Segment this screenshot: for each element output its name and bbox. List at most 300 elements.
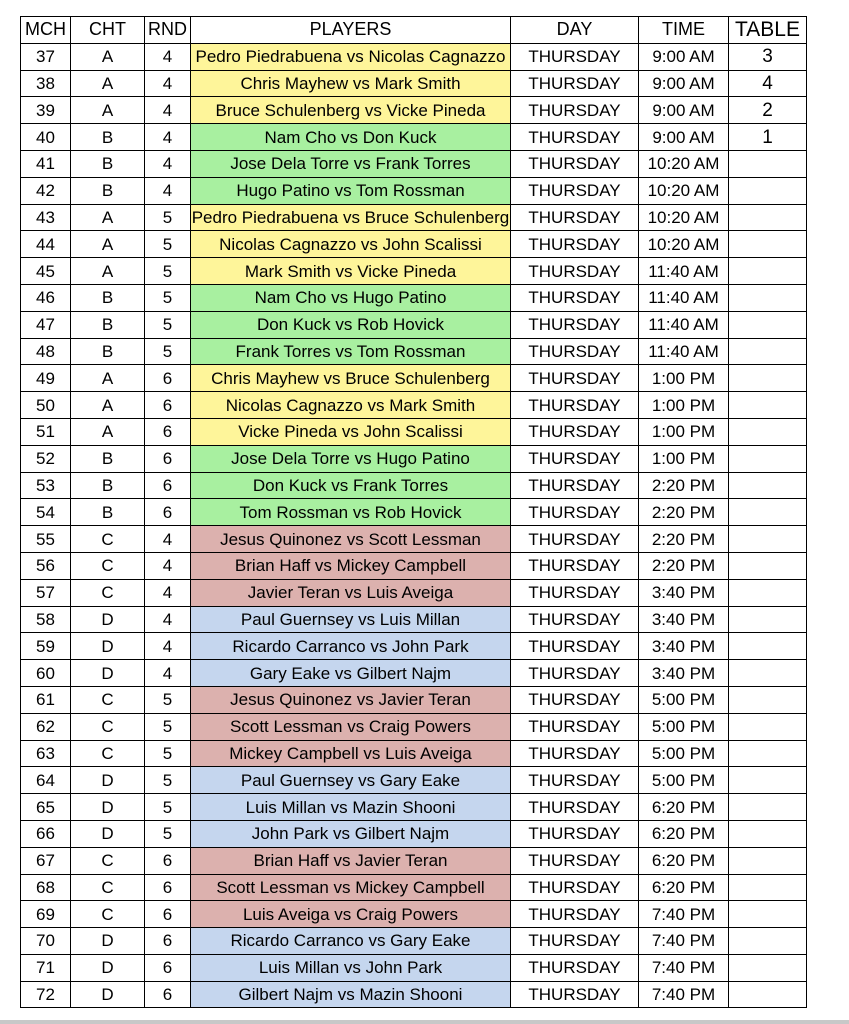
cell-players <box>191 231 511 258</box>
cell-cht: D <box>71 606 145 633</box>
cell-time: 2:20 PM <box>639 499 729 526</box>
cell-day: THURSDAY <box>511 767 639 794</box>
cell-table <box>729 713 807 740</box>
cell-mch: 44 <box>21 231 71 258</box>
cell-day: THURSDAY <box>511 177 639 204</box>
cell-mch: 41 <box>21 150 71 177</box>
cell-cht: D <box>71 794 145 821</box>
cell-table <box>729 954 807 981</box>
cell-mch: 57 <box>21 579 71 606</box>
cell-table <box>729 445 807 472</box>
cell-rnd: 6 <box>145 847 191 874</box>
cell-day: THURSDAY <box>511 794 639 821</box>
cell-rnd: 6 <box>145 901 191 928</box>
cell-mch: 63 <box>21 740 71 767</box>
table-row <box>21 954 807 981</box>
cell-mch: 37 <box>21 43 71 70</box>
cell-cht: A <box>71 43 145 70</box>
cell-players <box>191 740 511 767</box>
cell-cht: D <box>71 767 145 794</box>
cell-mch: 59 <box>21 633 71 660</box>
cell-cht: B <box>71 338 145 365</box>
table-row <box>21 767 807 794</box>
cell-table: 1 <box>729 124 807 151</box>
cell-rnd: 5 <box>145 794 191 821</box>
cell-table: 2 <box>729 97 807 124</box>
table-row <box>21 472 807 499</box>
cell-mch: 40 <box>21 124 71 151</box>
players-text: Nicolas Cagnazzo vs John Scalissi <box>219 234 482 254</box>
table-row <box>21 499 807 526</box>
table-row <box>21 204 807 231</box>
cell-mch: 72 <box>21 981 71 1008</box>
cell-day: THURSDAY <box>511 606 639 633</box>
cell-cht: C <box>71 901 145 928</box>
cell-rnd: 5 <box>145 311 191 338</box>
cell-mch: 70 <box>21 928 71 955</box>
table-row <box>21 445 807 472</box>
cell-table <box>729 981 807 1008</box>
cell-players <box>191 686 511 713</box>
cell-cht: B <box>71 177 145 204</box>
cell-time: 2:20 PM <box>639 552 729 579</box>
table-row <box>21 231 807 258</box>
cell-time: 6:20 PM <box>639 820 729 847</box>
cell-day: THURSDAY <box>511 740 639 767</box>
cell-cht: A <box>71 392 145 419</box>
cell-day: THURSDAY <box>511 472 639 499</box>
cell-table <box>729 633 807 660</box>
players-text: Scott Lessman vs Mickey Campbell <box>216 877 485 897</box>
cell-mch: 48 <box>21 338 71 365</box>
cell-mch: 46 <box>21 284 71 311</box>
cell-table <box>729 526 807 553</box>
cell-rnd: 6 <box>145 445 191 472</box>
players-text: Ricardo Carranco vs John Park <box>232 636 469 656</box>
cell-cht: A <box>71 70 145 97</box>
cell-rnd: 6 <box>145 418 191 445</box>
cell-table <box>729 794 807 821</box>
cell-players <box>191 552 511 579</box>
cell-players <box>191 874 511 901</box>
players-text: Paul Guernsey vs Luis Millan <box>240 609 461 629</box>
cell-day: THURSDAY <box>511 847 639 874</box>
cell-cht: B <box>71 445 145 472</box>
cell-mch: 38 <box>21 70 71 97</box>
table-row <box>21 874 807 901</box>
table-row <box>21 606 807 633</box>
cell-players <box>191 794 511 821</box>
table-row <box>21 552 807 579</box>
table-row <box>21 579 807 606</box>
players-text: Don Kuck vs Rob Hovick <box>256 315 445 335</box>
cell-mch: 51 <box>21 418 71 445</box>
cell-day: THURSDAY <box>511 150 639 177</box>
header-day: DAY <box>511 17 639 44</box>
cell-rnd: 5 <box>145 820 191 847</box>
cell-players <box>191 901 511 928</box>
cell-time: 9:00 AM <box>639 124 729 151</box>
cell-rnd: 6 <box>145 954 191 981</box>
cell-mch: 67 <box>21 847 71 874</box>
cell-table <box>729 579 807 606</box>
cell-time: 7:40 PM <box>639 981 729 1008</box>
table-row <box>21 392 807 419</box>
cell-day: THURSDAY <box>511 874 639 901</box>
cell-players <box>191 177 511 204</box>
table-row <box>21 901 807 928</box>
cell-table <box>729 901 807 928</box>
cell-mch: 53 <box>21 472 71 499</box>
cell-time: 5:00 PM <box>639 686 729 713</box>
players-text: Luis Millan vs John Park <box>258 958 443 978</box>
cell-mch: 42 <box>21 177 71 204</box>
cell-time: 5:00 PM <box>639 767 729 794</box>
cell-rnd: 5 <box>145 258 191 285</box>
cell-cht: B <box>71 150 145 177</box>
cell-time: 1:00 PM <box>639 392 729 419</box>
cell-rnd: 5 <box>145 284 191 311</box>
cell-mch: 65 <box>21 794 71 821</box>
cell-time: 1:00 PM <box>639 365 729 392</box>
cell-day: THURSDAY <box>511 445 639 472</box>
cell-rnd: 5 <box>145 713 191 740</box>
cell-table <box>729 177 807 204</box>
cell-rnd: 4 <box>145 660 191 687</box>
header-players: PLAYERS <box>191 17 511 44</box>
cell-time: 10:20 AM <box>639 177 729 204</box>
match-schedule-table <box>20 16 807 1008</box>
cell-day: THURSDAY <box>511 552 639 579</box>
cell-rnd: 4 <box>145 70 191 97</box>
table-row <box>21 97 807 124</box>
cell-rnd: 6 <box>145 874 191 901</box>
cell-day: THURSDAY <box>511 820 639 847</box>
header-cht: CHT <box>71 17 145 44</box>
table-row <box>21 338 807 365</box>
table-row <box>21 70 807 97</box>
cell-mch: 54 <box>21 499 71 526</box>
cell-mch: 62 <box>21 713 71 740</box>
cell-table <box>729 365 807 392</box>
cell-day: THURSDAY <box>511 97 639 124</box>
cell-cht: A <box>71 365 145 392</box>
cell-players <box>191 928 511 955</box>
cell-rnd: 6 <box>145 981 191 1008</box>
cell-time: 5:00 PM <box>639 740 729 767</box>
cell-rnd: 4 <box>145 633 191 660</box>
cell-time: 9:00 AM <box>639 97 729 124</box>
cell-table <box>729 740 807 767</box>
cell-table <box>729 284 807 311</box>
cell-mch: 39 <box>21 97 71 124</box>
cell-day: THURSDAY <box>511 43 639 70</box>
cell-mch: 68 <box>21 874 71 901</box>
players-text: Mark Smith vs Vicke Pineda <box>244 261 457 281</box>
cell-players <box>191 606 511 633</box>
table-row <box>21 633 807 660</box>
cell-mch: 56 <box>21 552 71 579</box>
cell-players <box>191 338 511 365</box>
cell-rnd: 5 <box>145 686 191 713</box>
page-bottom-edge <box>0 1020 849 1024</box>
table-row <box>21 660 807 687</box>
cell-time: 3:40 PM <box>639 633 729 660</box>
cell-rnd: 6 <box>145 472 191 499</box>
cell-mch: 71 <box>21 954 71 981</box>
cell-mch: 55 <box>21 526 71 553</box>
cell-cht: C <box>71 847 145 874</box>
cell-players <box>191 954 511 981</box>
cell-time: 1:00 PM <box>639 445 729 472</box>
cell-time: 3:40 PM <box>639 606 729 633</box>
players-text: Chris Mayhew vs Mark Smith <box>240 73 461 93</box>
header-rnd: RND <box>145 17 191 44</box>
cell-day: THURSDAY <box>511 901 639 928</box>
header-time: TIME <box>639 17 729 44</box>
players-text: Tom Rossman vs Rob Hovick <box>239 502 462 522</box>
cell-table: 4 <box>729 70 807 97</box>
cell-table <box>729 820 807 847</box>
cell-players <box>191 820 511 847</box>
cell-cht: D <box>71 633 145 660</box>
cell-table <box>729 606 807 633</box>
table-row <box>21 928 807 955</box>
cell-cht: C <box>71 874 145 901</box>
cell-players <box>191 472 511 499</box>
table-row <box>21 794 807 821</box>
cell-players <box>191 767 511 794</box>
cell-cht: A <box>71 231 145 258</box>
cell-table <box>729 847 807 874</box>
cell-rnd: 4 <box>145 97 191 124</box>
cell-table <box>729 499 807 526</box>
cell-day: THURSDAY <box>511 686 639 713</box>
header-table: TABLE <box>729 17 807 44</box>
cell-rnd: 5 <box>145 767 191 794</box>
cell-cht: B <box>71 284 145 311</box>
cell-rnd: 4 <box>145 150 191 177</box>
cell-time: 3:40 PM <box>639 660 729 687</box>
cell-mch: 61 <box>21 686 71 713</box>
cell-day: THURSDAY <box>511 204 639 231</box>
cell-table <box>729 472 807 499</box>
cell-day: THURSDAY <box>511 70 639 97</box>
cell-rnd: 6 <box>145 928 191 955</box>
table-row <box>21 686 807 713</box>
cell-time: 10:20 AM <box>639 204 729 231</box>
table-row <box>21 713 807 740</box>
cell-cht: D <box>71 820 145 847</box>
cell-mch: 43 <box>21 204 71 231</box>
table-row <box>21 740 807 767</box>
players-text: Frank Torres vs Tom Rossman <box>235 341 466 361</box>
cell-rnd: 4 <box>145 579 191 606</box>
cell-day: THURSDAY <box>511 660 639 687</box>
players-text: Scott Lessman vs Craig Powers <box>230 717 471 737</box>
cell-table <box>729 767 807 794</box>
cell-day: THURSDAY <box>511 284 639 311</box>
cell-mch: 50 <box>21 392 71 419</box>
cell-players <box>191 150 511 177</box>
players-text: Nam Cho vs Don Kuck <box>264 127 437 147</box>
cell-day: THURSDAY <box>511 231 639 258</box>
cell-mch: 64 <box>21 767 71 794</box>
cell-time: 9:00 AM <box>639 70 729 97</box>
cell-table <box>729 338 807 365</box>
cell-table <box>729 392 807 419</box>
cell-table <box>729 418 807 445</box>
cell-rnd: 6 <box>145 499 191 526</box>
players-text: Jesus Quinonez vs Javier Teran <box>230 690 471 710</box>
players-text: Don Kuck vs Frank Torres <box>252 475 449 495</box>
cell-day: THURSDAY <box>511 124 639 151</box>
cell-time: 11:40 AM <box>639 258 729 285</box>
cell-day: THURSDAY <box>511 258 639 285</box>
cell-time: 10:20 AM <box>639 150 729 177</box>
cell-rnd: 5 <box>145 204 191 231</box>
cell-rnd: 6 <box>145 392 191 419</box>
cell-rnd: 4 <box>145 124 191 151</box>
cell-cht: C <box>71 552 145 579</box>
cell-cht: D <box>71 928 145 955</box>
cell-time: 7:40 PM <box>639 928 729 955</box>
players-text: Pedro Piedrabuena vs Bruce Schulenberg <box>191 207 510 227</box>
players-text: Bruce Schulenberg vs Vicke Pineda <box>215 100 486 120</box>
cell-rnd: 6 <box>145 365 191 392</box>
cell-cht: D <box>71 954 145 981</box>
players-text: Brian Haff vs Javier Teran <box>253 851 448 871</box>
cell-cht: A <box>71 418 145 445</box>
cell-cht: C <box>71 713 145 740</box>
cell-table: 3 <box>729 43 807 70</box>
cell-table <box>729 686 807 713</box>
players-text: Nam Cho vs Hugo Patino <box>254 288 447 308</box>
table-row <box>21 981 807 1008</box>
cell-rnd: 4 <box>145 552 191 579</box>
cell-day: THURSDAY <box>511 365 639 392</box>
table-row <box>21 820 807 847</box>
cell-time: 3:40 PM <box>639 579 729 606</box>
cell-day: THURSDAY <box>511 713 639 740</box>
cell-rnd: 4 <box>145 526 191 553</box>
cell-players <box>191 365 511 392</box>
players-text: Paul Guernsey vs Gary Eake <box>240 770 461 790</box>
cell-players <box>191 633 511 660</box>
players-text: Nicolas Cagnazzo vs Mark Smith <box>225 395 476 415</box>
cell-table <box>729 150 807 177</box>
cell-mch: 49 <box>21 365 71 392</box>
header-row <box>21 17 807 44</box>
cell-time: 11:40 AM <box>639 284 729 311</box>
cell-rnd: 4 <box>145 177 191 204</box>
players-text: Luis Millan vs Mazin Shooni <box>245 797 456 817</box>
players-text: Vicke Pineda vs John Scalissi <box>238 422 463 442</box>
cell-cht: B <box>71 124 145 151</box>
table-row <box>21 150 807 177</box>
players-text: Gilbert Najm vs Mazin Shooni <box>238 985 463 1005</box>
cell-mch: 69 <box>21 901 71 928</box>
table-row <box>21 311 807 338</box>
players-text: Javier Teran vs Luis Aveiga <box>247 583 454 603</box>
cell-time: 11:40 AM <box>639 311 729 338</box>
cell-day: THURSDAY <box>511 392 639 419</box>
cell-players <box>191 124 511 151</box>
cell-table <box>729 258 807 285</box>
table-row <box>21 43 807 70</box>
cell-mch: 45 <box>21 258 71 285</box>
cell-rnd: 5 <box>145 231 191 258</box>
players-text: Jose Dela Torre vs Frank Torres <box>230 154 471 174</box>
cell-table <box>729 311 807 338</box>
cell-time: 9:00 AM <box>639 43 729 70</box>
cell-cht: C <box>71 579 145 606</box>
table-row <box>21 526 807 553</box>
cell-day: THURSDAY <box>511 311 639 338</box>
players-text: Jose Dela Torre vs Hugo Patino <box>231 449 470 469</box>
players-text: Gary Eake vs Gilbert Najm <box>249 663 452 683</box>
table-row <box>21 284 807 311</box>
cell-mch: 47 <box>21 311 71 338</box>
players-text: Pedro Piedrabuena vs Nicolas Cagnazzo <box>195 47 506 67</box>
schedule-body <box>21 43 807 1008</box>
cell-players <box>191 660 511 687</box>
cell-cht: B <box>71 499 145 526</box>
cell-players <box>191 981 511 1008</box>
cell-table <box>729 928 807 955</box>
players-text: Brian Haff vs Mickey Campbell <box>234 556 467 576</box>
cell-rnd: 5 <box>145 338 191 365</box>
table-row <box>21 258 807 285</box>
cell-time: 1:00 PM <box>639 418 729 445</box>
cell-rnd: 5 <box>145 740 191 767</box>
table-row <box>21 124 807 151</box>
cell-players <box>191 579 511 606</box>
cell-cht: A <box>71 97 145 124</box>
cell-time: 2:20 PM <box>639 472 729 499</box>
cell-mch: 60 <box>21 660 71 687</box>
cell-players <box>191 392 511 419</box>
cell-rnd: 4 <box>145 606 191 633</box>
cell-day: THURSDAY <box>511 499 639 526</box>
cell-time: 11:40 AM <box>639 338 729 365</box>
cell-players <box>191 70 511 97</box>
cell-cht: C <box>71 740 145 767</box>
table-row <box>21 365 807 392</box>
cell-mch: 52 <box>21 445 71 472</box>
cell-cht: A <box>71 204 145 231</box>
cell-rnd: 4 <box>145 43 191 70</box>
cell-mch: 66 <box>21 820 71 847</box>
cell-cht: D <box>71 981 145 1008</box>
cell-time: 5:00 PM <box>639 713 729 740</box>
players-text: Chris Mayhew vs Bruce Schulenberg <box>211 368 490 388</box>
cell-mch: 58 <box>21 606 71 633</box>
cell-cht: C <box>71 526 145 553</box>
cell-time: 6:20 PM <box>639 794 729 821</box>
table-row <box>21 418 807 445</box>
cell-day: THURSDAY <box>511 633 639 660</box>
table-row <box>21 847 807 874</box>
table-row <box>21 177 807 204</box>
cell-cht: B <box>71 472 145 499</box>
cell-day: THURSDAY <box>511 928 639 955</box>
cell-cht: C <box>71 686 145 713</box>
cell-cht: A <box>71 258 145 285</box>
cell-players <box>191 526 511 553</box>
cell-players <box>191 311 511 338</box>
cell-day: THURSDAY <box>511 338 639 365</box>
